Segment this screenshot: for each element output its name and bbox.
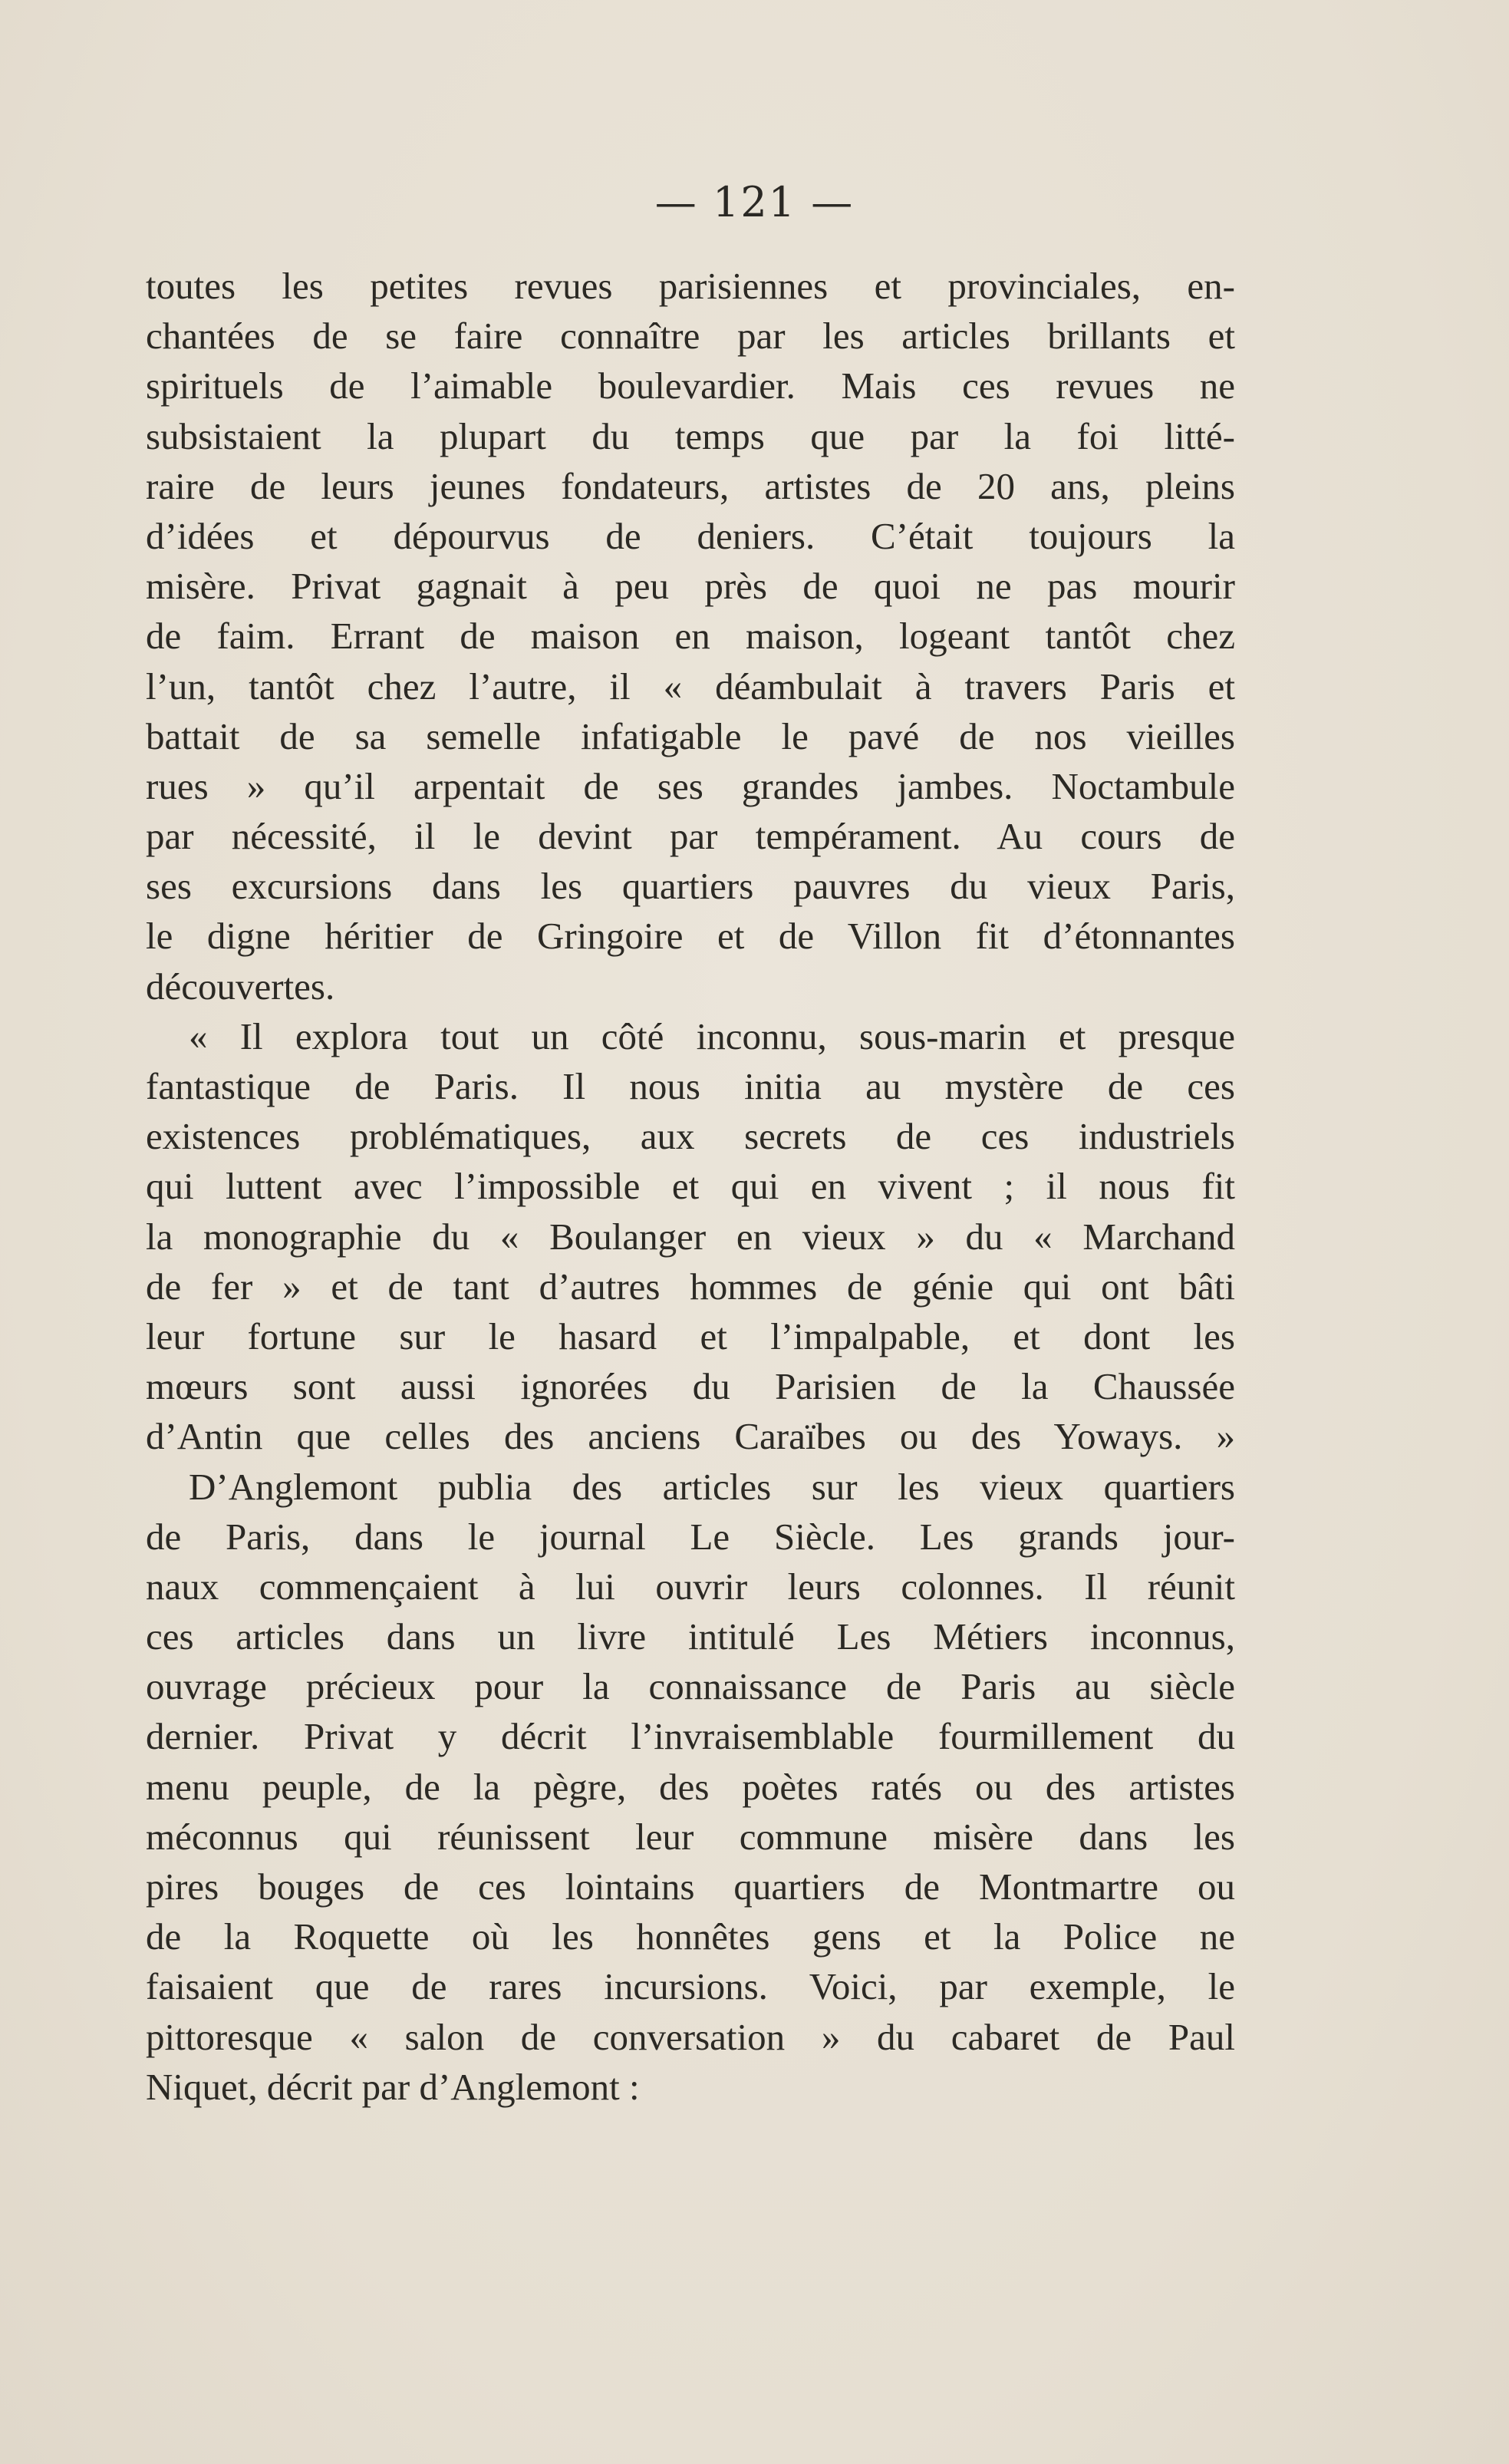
text-line: menu peuple, de la pègre, des poètes ratés ou des artistes	[146, 1765, 1235, 1808]
text-line: subsistaient la plupart du temps que par la foi litté-	[146, 414, 1235, 457]
text-line: battait de sa semelle infatigable le pavé de nos vieilles	[146, 714, 1235, 757]
text-line: de Paris, dans le journal Le Siècle. Les grands jour-	[146, 1515, 1235, 1558]
paragraph	[146, 261, 1235, 1011]
paragraph	[146, 1462, 1235, 2112]
text-line: l’un, tantôt chez l’autre, il « déambulait à travers Paris et	[146, 665, 1235, 708]
text-line: pires bouges de ces lointains quartiers de Montmartre ou	[146, 1865, 1235, 1908]
text-line: mœurs sont aussi ignorées du Parisien de la Chaussée	[146, 1365, 1235, 1408]
body-text	[146, 261, 1235, 2112]
text-line: découvertes.	[146, 965, 335, 1008]
text-line: méconnus qui réunissent leur commune misère dans les	[146, 1815, 1235, 1858]
text-line: ses excursions dans les quartiers pauvres du vieux Paris,	[146, 865, 1235, 908]
text-line: toutes les petites revues parisiennes et provinciales, en-	[146, 265, 1235, 307]
page-number: — 121 —	[654, 178, 855, 226]
text-line: existences problématiques, aux secrets de ces industriels	[146, 1115, 1235, 1158]
text-line: faisaient que de rares incursions. Voici, par exemple, le	[146, 1965, 1235, 2008]
text-line: leur fortune sur le hasard et l’impalpable, et dont les	[146, 1314, 1235, 1357]
text-line: de la Roquette où les honnêtes gens et la Police ne	[146, 1915, 1235, 1958]
text-line: pittoresque « salon de conversation » du cabaret de Paul	[146, 2015, 1235, 2058]
text-line: Niquet, décrit par d’Anglemont :	[146, 2065, 640, 2108]
paragraph	[146, 1011, 1235, 1462]
text-line: d’idées et dépourvus de deniers. C’était toujours la	[146, 514, 1235, 557]
text-line: dernier. Privat y décrit l’invraisemblable fourmillement du	[146, 1715, 1235, 1758]
text-line: rues » qu’il arpentait de ses grandes jambes. Noctambule	[146, 764, 1235, 807]
text-line: ces articles dans un livre intitulé Les Métiers inconnus,	[146, 1615, 1235, 1658]
text-line: ouvrage précieux pour la connaissance de Paris au siècle	[146, 1665, 1235, 1708]
text-line: de fer » et de tant d’autres hommes de génie qui ont bâti	[146, 1265, 1235, 1308]
text-line: raire de leurs jeunes fondateurs, artistes de 20 ans, pleins	[146, 464, 1235, 507]
text-line: la monographie du « Boulanger en vieux » du « Marchand	[146, 1215, 1235, 1258]
text-line: naux commençaient à lui ouvrir leurs colonnes. Il réunit	[146, 1565, 1235, 1608]
text-line: d’Antin que celles des anciens Caraïbes ou des Yoways. »	[146, 1415, 1235, 1458]
text-line: chantées de se faire connaître par les articles brillants et	[146, 315, 1235, 358]
text-line: fantastique de Paris. Il nous initia au mystère de ces	[146, 1065, 1235, 1107]
text-line: de faim. Errant de maison en maison, logeant tantôt chez	[146, 615, 1235, 658]
text-line: spirituels de l’aimable boulevardier. Mais ces revues ne	[146, 364, 1235, 407]
text-line: qui luttent avec l’impossible et qui en vivent ; il nous fit	[146, 1165, 1235, 1208]
text-line: par nécessité, il le devint par tempérament. Au cours de	[146, 815, 1235, 858]
text-line: D’Anglemont publia des articles sur les vieux quartiers	[189, 1465, 1235, 1508]
text-line: le digne héritier de Gringoire et de Villon fit d’étonnantes	[146, 915, 1235, 958]
text-line: misère. Privat gagnait à peu près de quoi ne pas mourir	[146, 565, 1235, 608]
text-line: « Il explora tout un côté inconnu, sous-marin et presque	[189, 1014, 1235, 1057]
